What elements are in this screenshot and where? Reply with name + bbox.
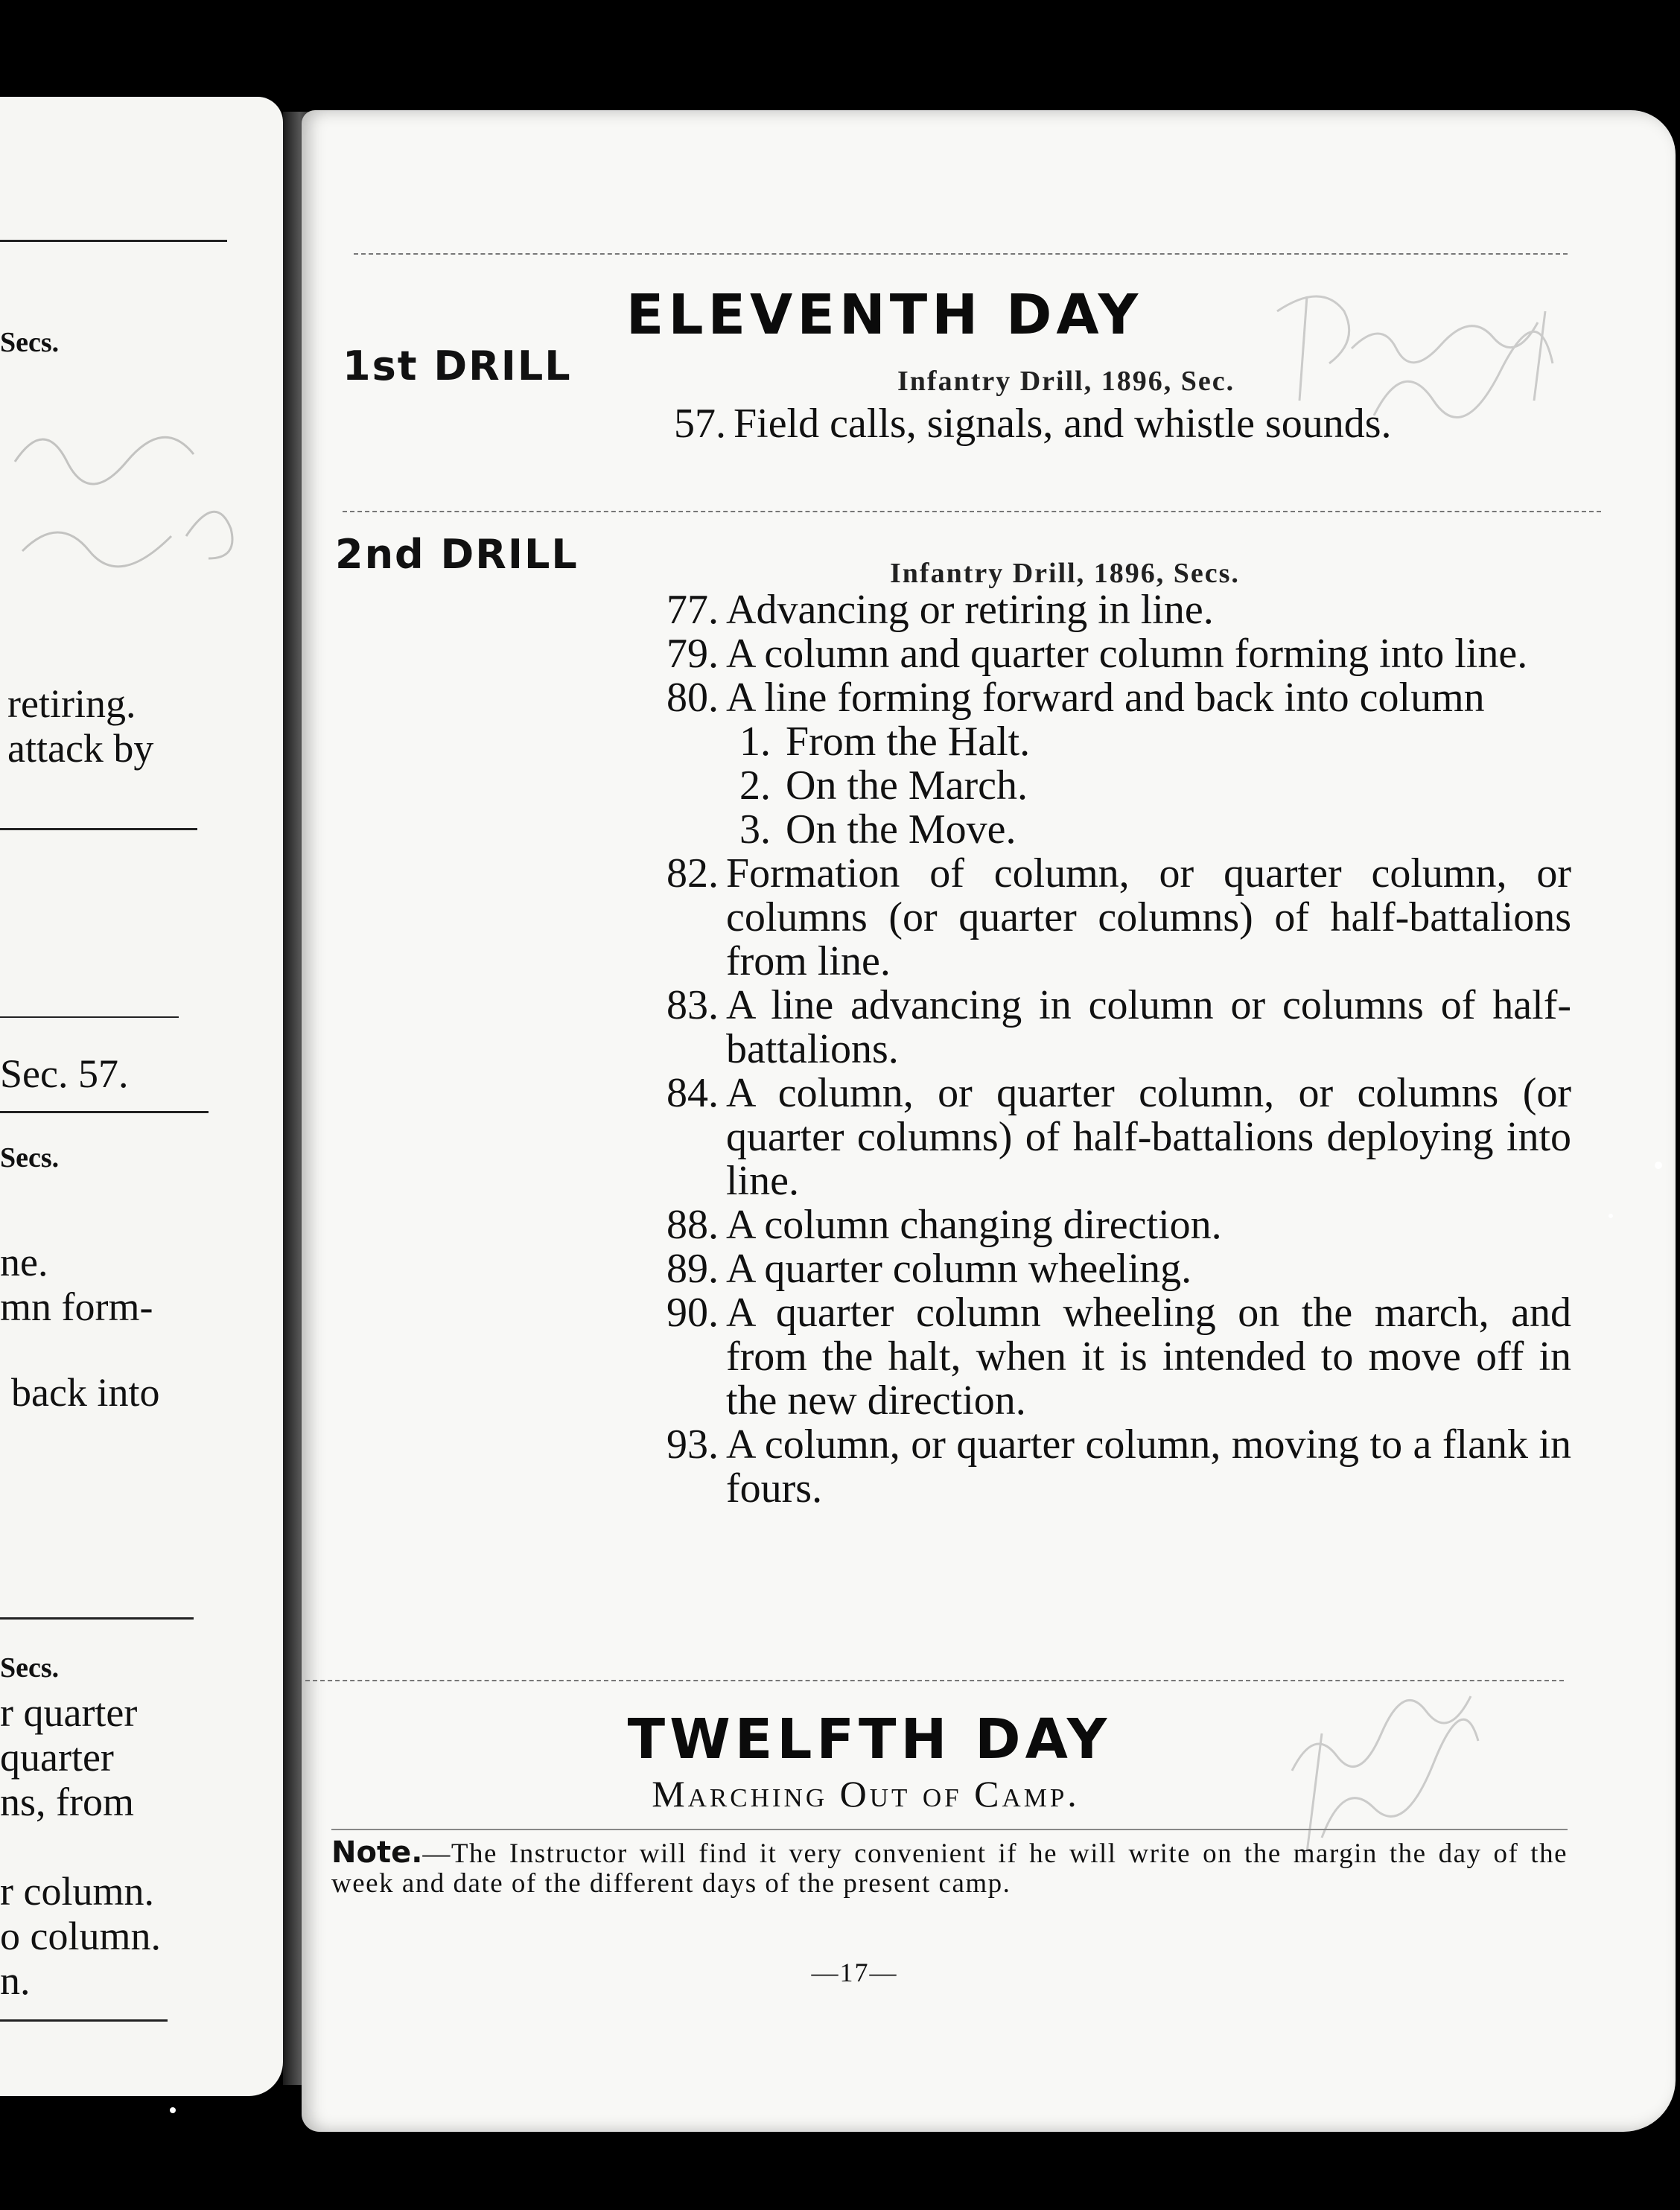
eleventh-day-heading: ELEVENTH DAY xyxy=(626,283,1143,347)
drill-2-label: 2nd DRILL xyxy=(335,531,579,578)
divider xyxy=(0,240,227,242)
left-text-line: retiring. xyxy=(7,681,136,726)
item-number: 89. xyxy=(666,1246,719,1292)
item-number: 1. xyxy=(739,719,771,765)
left-text-line: r quarter xyxy=(0,1690,138,1735)
divider xyxy=(0,1111,209,1113)
item-text: A column, or quarter column, moving to a flank in fours. xyxy=(726,1421,1571,1512)
left-text-line: back into xyxy=(11,1370,160,1415)
list-item xyxy=(652,1247,1571,1291)
left-facing-page xyxy=(0,97,283,2096)
right-page xyxy=(302,110,1676,2132)
item-number: 90. xyxy=(666,1290,719,1336)
list-item xyxy=(652,1203,1571,1247)
drill-2-list xyxy=(652,588,1571,1511)
item-text: A line forming forward and back into column xyxy=(726,675,1485,721)
list-subitem xyxy=(652,720,1571,764)
list-subitem xyxy=(652,764,1571,808)
drill-2-source: Infantry Drill, 1896, Secs. xyxy=(890,558,1240,589)
left-text-line: r column. xyxy=(0,1869,154,1914)
left-text-line: Sec. 57. xyxy=(0,1051,129,1096)
divider xyxy=(0,1016,179,1018)
instructor-note xyxy=(331,1835,1568,1899)
item-number: 82. xyxy=(666,850,719,897)
item-text: On the Move. xyxy=(786,806,1016,853)
item-number: 83. xyxy=(666,982,719,1028)
twelfth-day-heading: TWELFTH DAY xyxy=(627,1707,1112,1771)
item-text: Field calls, signals, and whistle sounds. xyxy=(734,401,1392,447)
divider xyxy=(0,1617,194,1620)
item-number: 79. xyxy=(666,631,719,677)
film-speck xyxy=(170,2107,176,2113)
divider xyxy=(0,828,197,830)
list-item xyxy=(659,402,1571,446)
left-text-line: Secs. xyxy=(0,1142,60,1174)
list-item xyxy=(652,1423,1571,1511)
list-item xyxy=(652,632,1571,676)
note-text: —The Instructor will find it very convenient if he will write on the margin the day of the week and date of the different days of the present camp. xyxy=(331,1838,1568,1899)
drill-1-list xyxy=(659,402,1571,446)
list-item xyxy=(652,676,1571,720)
left-text-line: attack by xyxy=(7,726,154,771)
item-number: 2. xyxy=(739,762,771,809)
list-item xyxy=(652,588,1571,632)
note-divider xyxy=(331,1829,1568,1830)
item-number: 3. xyxy=(739,806,771,853)
item-text: A quarter column wheeling. xyxy=(726,1246,1192,1292)
item-text: A column changing direction. xyxy=(726,1202,1222,1248)
item-number: 80. xyxy=(666,675,719,721)
top-rule xyxy=(354,253,1568,255)
list-item xyxy=(652,1071,1571,1203)
drill-1-label: 1st DRILL xyxy=(343,343,572,389)
item-text: A column and quarter column forming into line. xyxy=(726,631,1528,677)
list-item xyxy=(652,984,1571,1071)
film-speck xyxy=(1609,1214,1613,1218)
twelfth-day-subtitle: Marching Out of Camp. xyxy=(652,1773,1080,1815)
divider xyxy=(0,2019,168,2022)
item-text: Formation of column, or quarter column, or columns (or quarter columns) of half-battalions from line. xyxy=(726,850,1571,984)
left-text-line: mn form- xyxy=(0,1284,153,1329)
left-text-line: n. xyxy=(0,1958,31,2003)
list-subitem xyxy=(652,808,1571,852)
item-text: A quarter column wheeling on the march, and from the halt, when it is intended to move off in the new direction. xyxy=(726,1290,1571,1424)
page-number: —17— xyxy=(811,1958,898,1987)
drill-divider xyxy=(343,511,1601,512)
item-text: Advancing or retiring in line. xyxy=(726,587,1214,633)
note-label: Note. xyxy=(331,1835,423,1870)
drill-1-source: Infantry Drill, 1896, Sec. xyxy=(897,366,1235,397)
film-speck xyxy=(1655,1162,1662,1169)
left-text-line: o column. xyxy=(0,1914,161,1958)
list-item xyxy=(652,1291,1571,1423)
left-text-line: quarter xyxy=(0,1735,114,1780)
item-number: 93. xyxy=(666,1421,719,1468)
item-text: From the Halt. xyxy=(786,719,1031,765)
list-item xyxy=(652,852,1571,984)
item-number: 57. xyxy=(674,401,726,447)
item-text: A column, or quarter column, or columns (or quarter columns) of half-battalions deploying into line. xyxy=(726,1070,1571,1204)
left-text-line: Secs. xyxy=(0,1652,60,1684)
item-number: 77. xyxy=(666,587,719,633)
item-number: 88. xyxy=(666,1202,719,1248)
item-number: 84. xyxy=(666,1070,719,1116)
item-text: On the March. xyxy=(786,762,1028,809)
left-text-line: Secs. xyxy=(0,327,60,358)
left-text-line: ns, from xyxy=(0,1780,134,1824)
pencil-annotation xyxy=(0,410,268,603)
left-text-line: ne. xyxy=(0,1240,48,1284)
item-text: A line advancing in column or columns of half-battalions. xyxy=(726,982,1571,1072)
